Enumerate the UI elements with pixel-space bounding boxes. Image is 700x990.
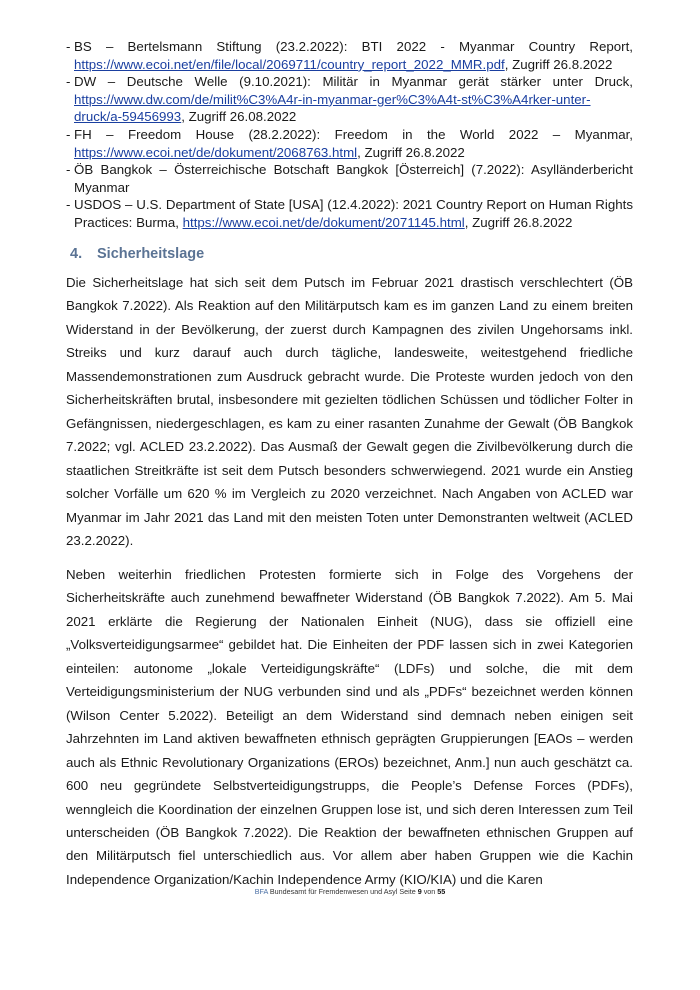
reference-access-date: , Zugriff 26.8.2022 [504, 56, 613, 72]
reference-text: DW – Deutsche Welle (9.10.2021): Militär in Myanmar gerät stärker unter Druck, [74, 74, 633, 90]
reference-text: ÖB Bangkok – Österreichische Botschaft Bangkok [Österreich] (7.2022): Asylländerbericht Myanmar [74, 162, 633, 195]
list-dash: - [66, 162, 71, 178]
footer-page-total: 55 [437, 887, 446, 896]
reference-item [66, 38, 633, 73]
footer-of: von [421, 887, 438, 896]
list-dash: - [66, 126, 71, 142]
list-dash: - [66, 197, 71, 213]
section-heading [70, 246, 204, 262]
list-dash: - [66, 74, 71, 90]
reference-list [66, 38, 633, 232]
section-title: Sicherheitslage [97, 246, 205, 262]
section-number: 4. [70, 246, 83, 262]
reference-link[interactable]: https://www.ecoi.net/en/file/local/2069711/country_report_2022_MMR.pdf [74, 56, 505, 72]
reference-access-date: , Zugriff 26.8.2022 [464, 214, 573, 230]
page-footer [0, 887, 700, 896]
reference-link[interactable]: https://www.ecoi.net/de/dokument/2068763.html [74, 144, 358, 160]
reference-access-date: , Zugriff 26.08.2022 [181, 109, 297, 125]
reference-text: FH – Freedom House (28.2.2022): Freedom in the World 2022 – Myanmar, [74, 126, 633, 142]
footer-org: Bundesamt für Fremdenwesen und Asyl Seite [267, 887, 418, 896]
footer-page-number: 9 [417, 887, 422, 896]
reference-item [66, 126, 633, 161]
body-paragraph: Neben weiterhin friedlichen Protesten formierte sich in Folge des Vorgehens der Sicherheitskräfte auch zunehmend bewaffneter Widerstand (ÖB Bangkok 7.2022). Am 5. Mai 2021 erklärte die Regierung der Nationalen Einheit (NUG), dass sie offiziell eine „Volksverteidigungsarmee“ gebildet hat. Die Einheiten der PDF lassen sich in zwei Kategorien einteilen: autonome „lokale Verteidigungskräfte“ (LDFs) und solche, die mit dem Verteidigungsministerium der NUG verbunden sind und als „PDFs“ bezeichnet werden können (Wilson Center 5.2022). Beteiligt an dem Widerstand sind demnach neben einigen seit Jahrzehnten im Land aktiven bewaffneten ethnisch geprägten Gruppierungen [EAOs – werden auch als Ethnic Revolutionary Organizations (EROs) bezeichnet, Anm.] nun auch geschätzt ca. 600 neu gegründete Selbstverteidigungstrupps, die People’s Defense Forces (PDFs), wenngleich die Koordination der einzelnen Gruppen lose ist, und sich deren Interessen zum Teil unterscheiden (ÖB Bangkok 7.2022). Die Reaktion der bewaffneten ethnischen Gruppen auf den Militärputsch fiel unterschiedlich aus. Vor allem aber haben Gruppen wie die Kachin Independence Organization/Kachin Independence Army (KIO/KIA) und die Karen [66, 567, 633, 887]
reference-link[interactable]: https://www.ecoi.net/de/dokument/2071145.html [182, 214, 465, 230]
reference-item [66, 161, 633, 196]
list-dash: - [66, 39, 71, 54]
reference-link[interactable]: https://www.dw.com/de/milit%C3%A4r-in-myanmar-ger%C3%A4t-st%C3%A4rker-unter-druck/a-59456993 [74, 91, 591, 125]
reference-text: BS – Bertelsmann Stiftung (23.2.2022): BTI 2022 - Myanmar Country Report, [74, 39, 633, 54]
reference-item [66, 73, 633, 126]
reference-access-date: , Zugriff 26.8.2022 [357, 144, 465, 160]
reference-text: USDOS – U.S. Department of State [USA] (12.4.2022): 2021 Country Report on Human Rights Practices: Burma, [74, 197, 633, 230]
footer-logo: BFA [254, 887, 268, 896]
reference-item [66, 196, 633, 231]
body-paragraph: Die Sicherheitslage hat sich seit dem Putsch im Februar 2021 drastisch verschlechtert (ÖB Bangkok 7.2022). Als Reaktion auf den Militärputsch kam es im ganzen Land zu einem breiten Widerstand in der Bevölkerung, der zuerst durch Kampagnen des zivilen Ungehorsams inkl. Streiks und kurz darauf auch durch tägliche, landesweite, weitestgehend friedliche Massendemonstrationen zum Ausdruck gebracht wurde. Die Proteste wurden jedoch von den Sicherheitskräften brutal, insbesondere mit gezielten tödlichen Schüssen und tödlicher Folter in Gefängnissen, niedergeschlagen, es kam zu einer rasanten Zunahme der Gewalt (ÖB Bangkok 7.2022; vgl. ACLED 23.2.2022). Das Ausmaß der Gewalt gegen die Zivilbevölkerung durch die staatlichen Streitkräfte ist seit dem Putsch besonders schwerwiegend. 2021 wurde ein Anstieg solcher Vorfälle um 620 % im Vergleich zu 2020 verzeichnet. Nach Angaben von ACLED war Myanmar im Jahr 2021 das Land mit den meisten Toten unter Demonstranten weltweit (ACLED 23.2.2022). [66, 275, 633, 548]
